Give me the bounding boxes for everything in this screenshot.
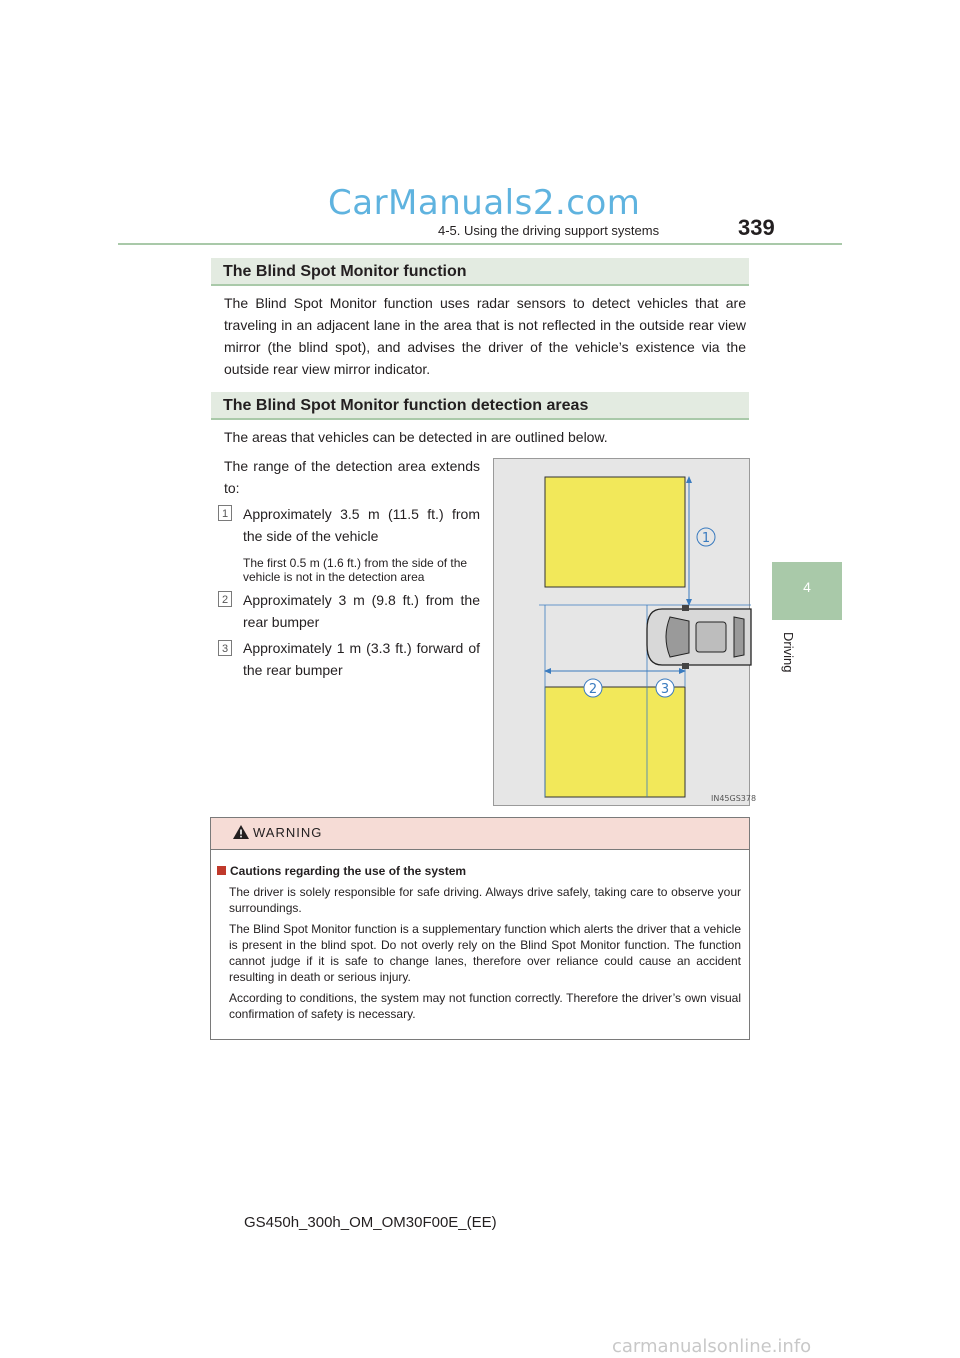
bullet-square-icon: [217, 866, 226, 875]
item-number-1: 1: [218, 505, 232, 521]
warning-paragraph-2: The Blind Spot Monitor function is a supplementary function which alerts the driver that a vehicle is present in the blind spot. Do not overly rely on the Blind Spot Monitor function. The function cannot judge if it is safe to change lanes, therefore over reliance could cause an accident resulting in death or serious injury.: [229, 922, 741, 984]
item-text-2: Approximately 3 m (9.8 ft.) from the rear bumper: [243, 592, 480, 630]
warning-paragraph-3: According to conditions, the system may not function correctly. Therefore the driver’s own visual confirmation of safety is necessary.: [229, 991, 741, 1021]
warning-header: [211, 818, 749, 850]
item-text-3: Approximately 1 m (3.3 ft.) forward of the rear bumper: [243, 640, 480, 678]
item-number-3: 3: [218, 640, 232, 656]
figure-code: IN45GS378: [711, 794, 757, 803]
warning-box: [210, 817, 750, 1040]
chapter-label-text: Driving: [781, 632, 796, 673]
diagram-svg: [494, 459, 757, 807]
warning-triangle-icon: [232, 824, 250, 840]
section-heading-function: The Blind Spot Monitor function: [211, 258, 749, 286]
detection-zone-lower: [545, 687, 685, 797]
watermark-footer: carmanualsonline.info: [612, 1336, 812, 1357]
section-heading-detection-areas: The Blind Spot Monitor function detection areas: [211, 392, 749, 420]
range-intro: The range of the detection area extends to:: [224, 458, 480, 496]
warning-subtitle-text: Cautions regarding the use of the system: [230, 864, 467, 878]
document-code: GS450h_300h_OM_OM30F00E_(EE): [244, 1214, 497, 1231]
detection-intro: The areas that vehicles can be detected in are outlined below.: [224, 429, 608, 445]
chapter-tab: 4: [772, 562, 842, 620]
item-note-1: The first 0.5 m (1.6 ft.) from the side of the vehicle is not in the detection area: [243, 556, 468, 584]
warning-title: WARNING: [253, 825, 323, 840]
diagram-label-3: 3: [660, 682, 670, 697]
chapter-label: [772, 632, 812, 702]
section-body-function: The Blind Spot Monitor function uses radar sensors to detect vehicles that are traveling in an adjacent lane in the area that is not reflected in the outside rear view mirror (the blind spot), and advises the driver of the vehicle’s existence via the outside rear view mirror indicator.: [224, 295, 746, 377]
item-text-1: Approximately 3.5 m (11.5 ft.) from the side of the vehicle: [243, 506, 480, 544]
warning-paragraph-1: The driver is solely responsible for safe driving. Always drive safely, taking care to observe your surroundings.: [229, 885, 741, 915]
item-number-2: 2: [218, 591, 232, 607]
diagram-label-2: 2: [588, 682, 598, 697]
vehicle-icon: [647, 605, 751, 669]
header-section-title: 4-5. Using the driving support systems: [438, 223, 660, 238]
diagram-label-1: 1: [701, 531, 711, 546]
detection-area-diagram: [493, 458, 757, 806]
page-number: 339: [738, 215, 775, 240]
header-rule: [118, 243, 842, 245]
detection-zone-upper: [545, 477, 685, 587]
watermark-logo: CarManuals2.com: [328, 183, 641, 223]
warning-subtitle: [217, 864, 466, 878]
